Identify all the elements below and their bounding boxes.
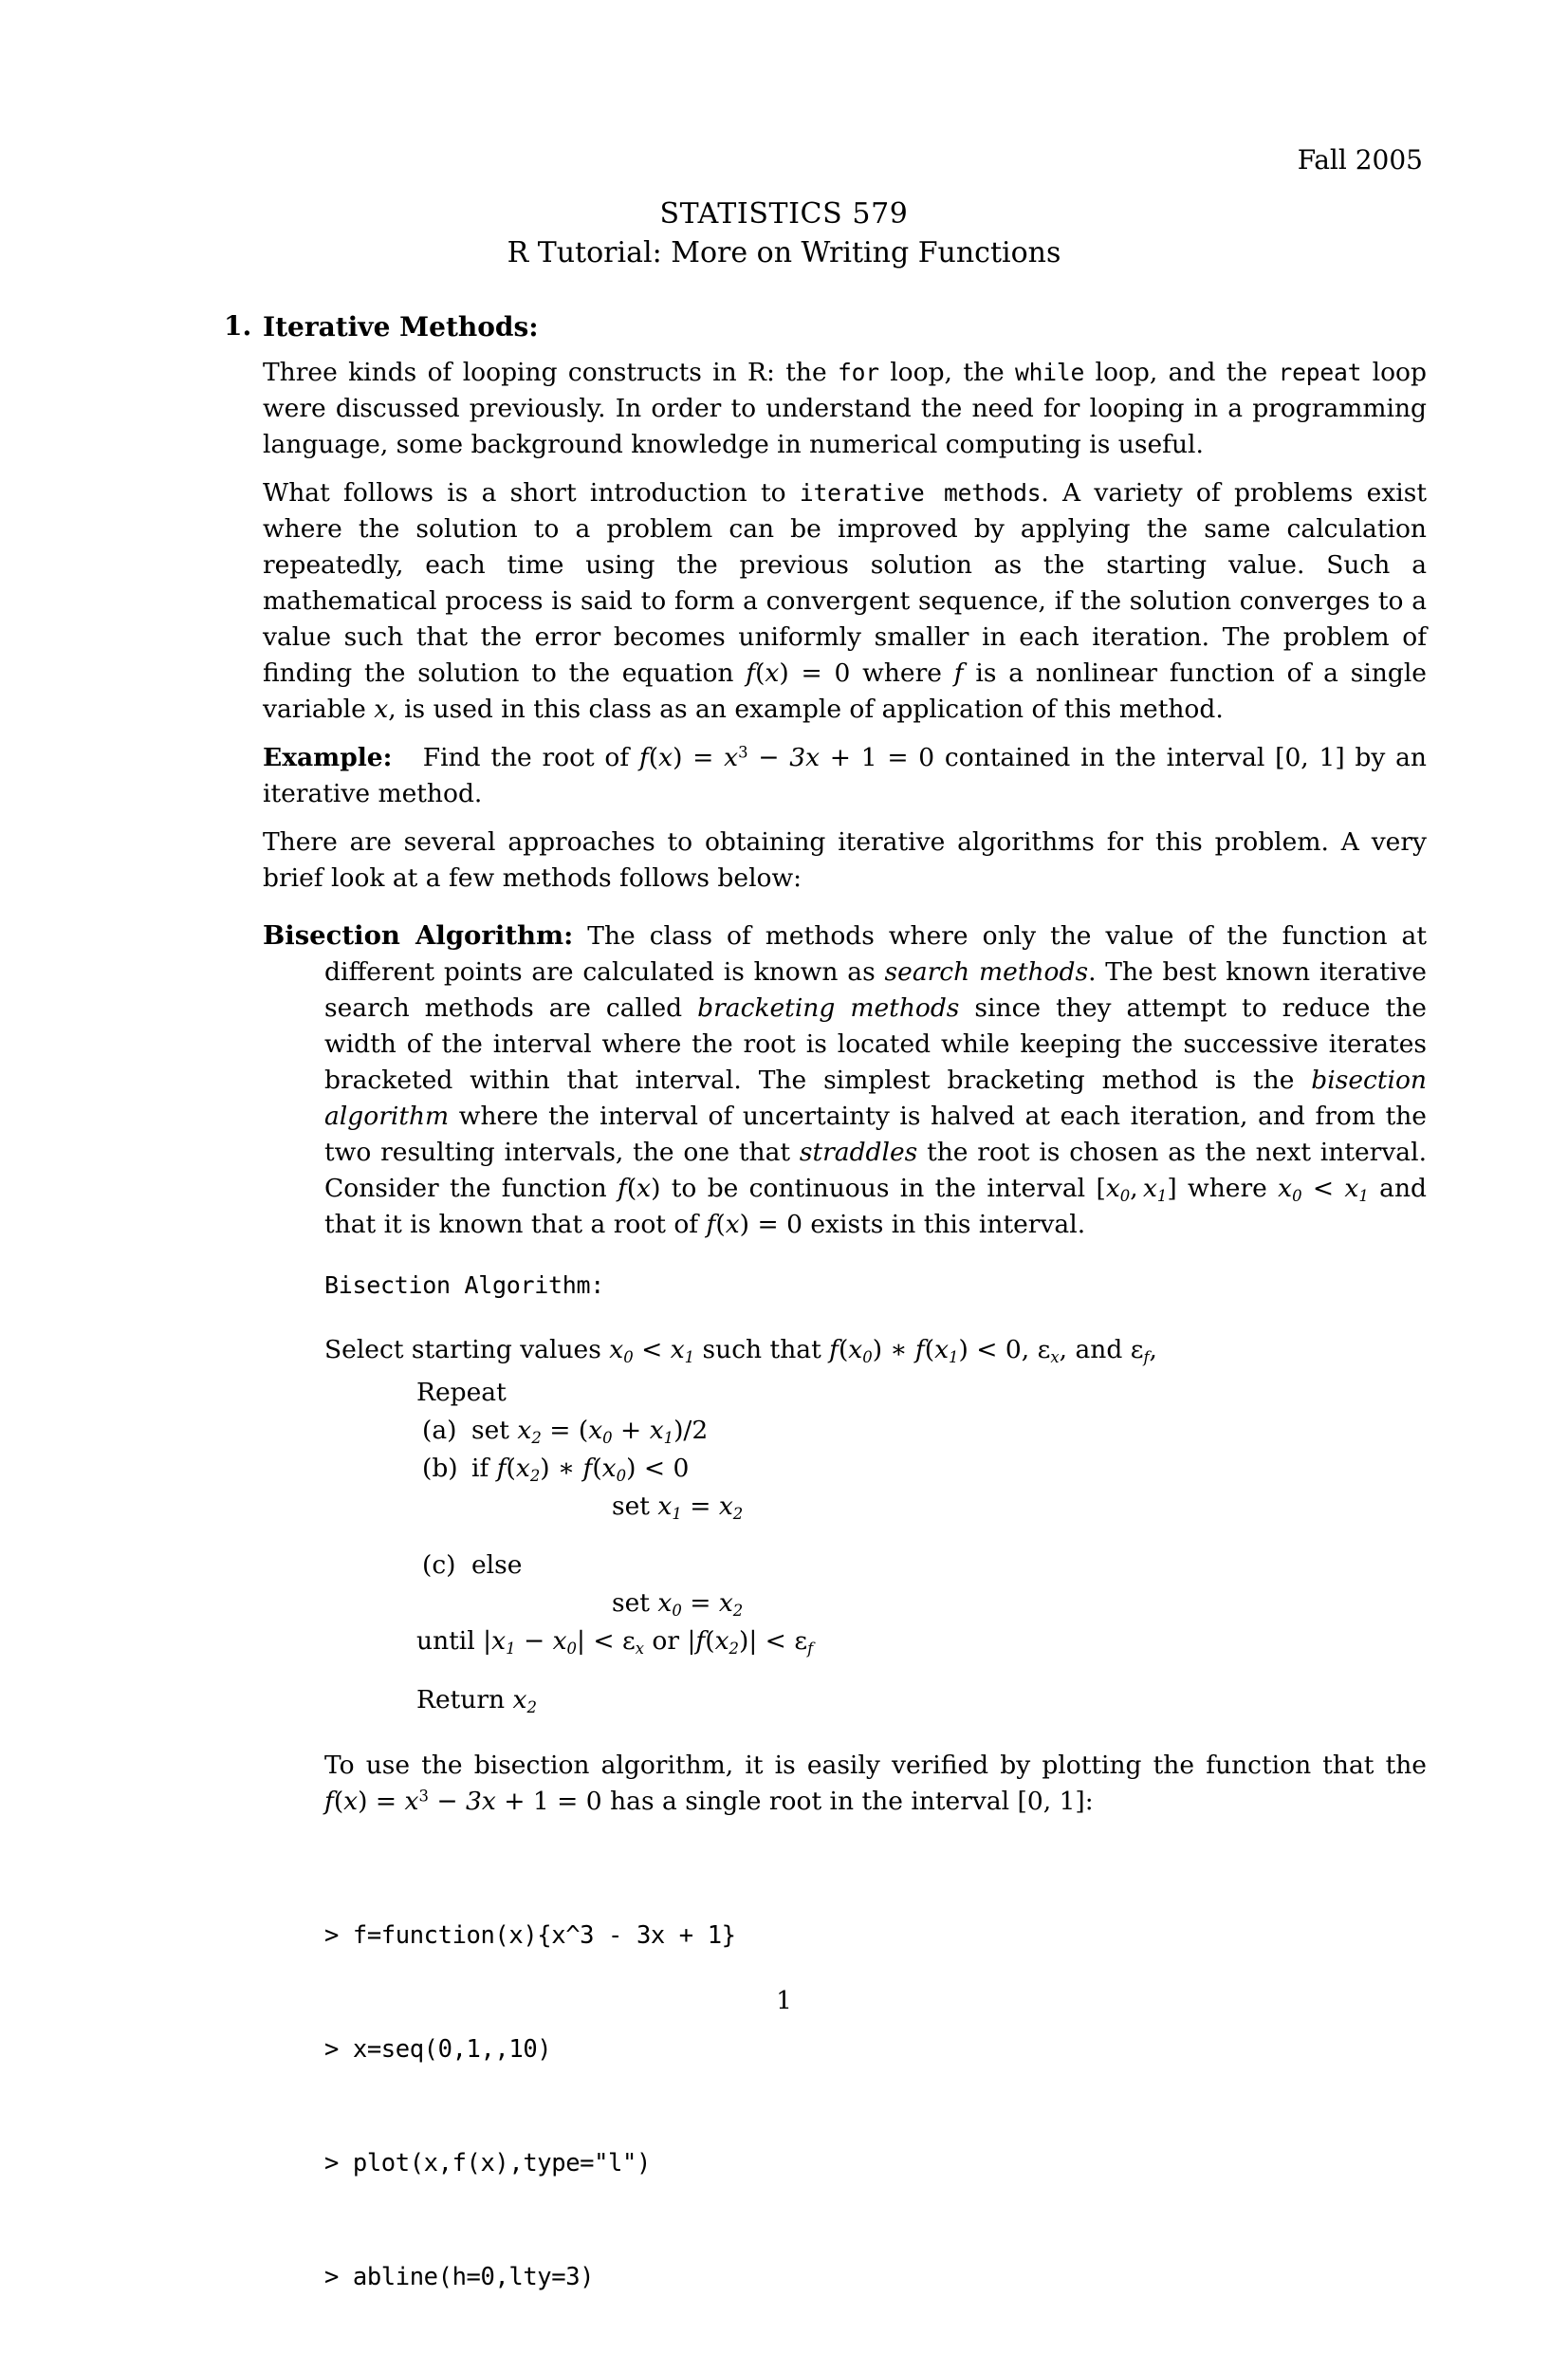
example-text-a: Find the root of	[422, 743, 639, 772]
symbol-epsilon-x: $\varepsilon_x$	[1037, 1335, 1060, 1366]
assign-x1-equals-x2: $x_1 = x_2$	[657, 1492, 744, 1523]
dateline: Fall 2005	[1297, 144, 1423, 176]
example-text-c: by an iterative method.	[263, 743, 1427, 808]
term-bisection-algorithm: bisection algorithm	[324, 1066, 1427, 1131]
closing-text-b: has a single root in the interval	[601, 1787, 1018, 1816]
assign-x0-equals-x2: $x_0 = x_2$	[657, 1588, 744, 1620]
until-or: or	[644, 1626, 688, 1656]
paragraph-approaches	[263, 825, 1427, 897]
p2-text-b: . A variety of problems exist where the solution to a problem can be improved by applying the same calculation repeatedly, each time using the previous solution as the starting value. Such a mathematical process is said to form a convergent sequence, if the solution converges to a value such that the error becomes uniformly smaller in each iteration. The problem of finding the solution to the equation	[263, 478, 1427, 688]
symbol-x: x	[374, 695, 389, 724]
code-line: > plot(x,f(x),type="l")	[324, 2149, 651, 2177]
algorithm-title: Bisection Algorithm:	[324, 1271, 605, 1299]
section-1	[224, 308, 1427, 346]
r-code-block	[324, 1841, 1427, 2372]
p2-text-e: , is used in this class as an example of application of this method.	[388, 695, 1224, 724]
p1-text-a: Three kinds of looping constructs in R: the	[263, 358, 838, 387]
p2-text-a: What follows is a short introduction to	[263, 478, 800, 508]
symbol-f: f	[953, 658, 964, 688]
select-text-a: Select starting values	[324, 1335, 610, 1364]
step-b-text: if	[471, 1454, 497, 1483]
bisection-label: Bisection Algorithm:	[263, 920, 574, 951]
bisect-text-f: to be continuous in the interval	[660, 1174, 1097, 1203]
step-a-text: set	[471, 1416, 518, 1445]
select-text-c: ,	[1021, 1335, 1038, 1364]
course-title: STATISTICS 579	[659, 197, 909, 231]
document-body	[224, 308, 1427, 2372]
algorithm-set-x1	[612, 1488, 1427, 1526]
paragraph-looping-constructs	[263, 355, 1427, 463]
cond-f-tolerance: $|f(x_2)| < \varepsilon_f$	[687, 1626, 814, 1658]
term-search-methods: search methods	[884, 957, 1089, 987]
formula-f-of-x-equals-zero-2: f(x) = 0	[706, 1210, 802, 1239]
step-b-label: (b)	[422, 1454, 458, 1483]
cond-x0-lt-x1: $x_0 < x_1$	[609, 1335, 695, 1366]
symbol-f-of-x: f(x)	[618, 1174, 661, 1203]
step-c-text: else	[471, 1550, 523, 1580]
symbol-epsilon-f: $\varepsilon_f$	[1130, 1335, 1150, 1366]
formula-f-of-x-equals-zero: f(x) = 0	[746, 658, 851, 688]
algorithm-step-a	[422, 1412, 1427, 1450]
formula-sign-test: $f(x_2)$ ∗ $f(x_0) < 0$	[496, 1454, 690, 1485]
set-x0-text: set	[612, 1588, 658, 1618]
select-text-d: , and	[1059, 1335, 1131, 1364]
algorithm-steps	[422, 1412, 1427, 1622]
term-straddles: straddles	[799, 1138, 918, 1167]
closing-text-c: :	[1084, 1787, 1094, 1816]
formula-cubic-equation: $f(x) = x^3 - 3x + 1 = 0$	[638, 743, 935, 772]
formula-midpoint: $x_2 = (x_0 + x_1)/2$	[517, 1416, 709, 1447]
p1-text-b: loop, the	[878, 358, 1016, 387]
paragraph-closing	[324, 1748, 1427, 1820]
set-x1-text: set	[612, 1492, 658, 1521]
closing-text-a: To use the bisection algorithm, it is easily verified by plotting the function that the	[324, 1751, 1427, 1780]
algorithm-return	[416, 1681, 1427, 1719]
bisect-text-c: since they attempt to reduce the width of the interval where the root is located while keeping the successive iterates bracketed within that interval. The simplest bracketing method is the	[324, 993, 1427, 1095]
code-line: > x=seq(0,1,,10)	[324, 2035, 552, 2064]
section-number: 1.	[224, 310, 252, 342]
p2-text-d: is a nonlinear function of a single variable	[263, 658, 1427, 724]
select-text-e: ,	[1149, 1335, 1157, 1364]
paragraph-example	[263, 740, 1427, 812]
algorithm-select-line	[324, 1332, 1427, 1368]
section-heading: Iterative Methods:	[263, 311, 539, 343]
algorithm-repeat: Repeat	[416, 1378, 507, 1407]
term-bracketing-methods: bracketing methods	[697, 993, 960, 1023]
title-block	[0, 195, 1568, 273]
bisect-text-g: where	[1176, 1174, 1279, 1203]
step-a-label: (a)	[422, 1416, 457, 1445]
return-value-x2: $x_2$	[512, 1685, 537, 1716]
inequality-x0-lt-x1: $x_0 < x_1$	[1278, 1174, 1369, 1205]
bisect-text-a: The class of methods where only the value of the function at different points are calculated is known as	[324, 921, 1427, 987]
p2-code-iterative-methods: iterative methods	[799, 479, 1042, 507]
p1-code-for: for	[837, 359, 879, 386]
code-line: > f=function(x){x^3 - 3x + 1}	[324, 1921, 736, 1950]
document-subtitle: R Tutorial: More on Writing Functions	[507, 236, 1061, 269]
example-label: Example:	[263, 743, 393, 772]
algorithm-step-c	[422, 1547, 1427, 1584]
closing-interval: [0, 1]	[1017, 1787, 1085, 1816]
algorithm-until	[416, 1622, 1427, 1660]
select-text-b: such that	[694, 1335, 830, 1364]
bisect-text-i: exists in this interval.	[802, 1210, 1086, 1239]
paragraph-bisection-algorithm	[263, 917, 1427, 1243]
until-text: until	[416, 1626, 484, 1656]
algorithm-body	[416, 1374, 1427, 1719]
p1-text-c: loop, and the	[1084, 358, 1279, 387]
example-text-b: contained in the interval	[934, 743, 1276, 772]
p1-code-while: while	[1015, 359, 1085, 386]
paragraph-iterative-methods	[263, 475, 1427, 728]
return-text: Return	[416, 1685, 513, 1714]
cond-product-negative: $f(x_0)$ ∗ $f(x_1) < 0$	[829, 1335, 1022, 1366]
page-number: 1	[776, 1987, 792, 2015]
p2-text-c: where	[850, 658, 954, 688]
p1-text-d: loop were discussed previously. In order to understand the need for looping in a programming language, some background knowledge in numerical computing is useful.	[263, 358, 1427, 459]
algorithm-block	[324, 1268, 1427, 1719]
interval-x0-x1: [$x_0$, $x_1$]	[1096, 1174, 1177, 1205]
algorithm-set-x0	[612, 1584, 1427, 1622]
bisect-text-d: where the interval of uncertainty is halved at each iteration, and from the two resulting intervals, the one that	[324, 1102, 1427, 1167]
algorithm-step-b	[422, 1450, 1427, 1488]
bisect-text-e: the root is chosen as the next interval. Consider the function	[324, 1138, 1427, 1203]
formula-cubic-equation-2: $f(x) = x^3 - 3x + 1 = 0$	[324, 1787, 602, 1816]
bisect-text-b: . The best known iterative search methods are called	[324, 957, 1427, 1023]
cond-x-tolerance: $|x_1 - x_0| < \varepsilon_x$	[483, 1626, 644, 1658]
step-c-label: (c)	[422, 1550, 456, 1580]
p3-text: There are several approaches to obtaining iterative algorithms for this problem. A very brief look at a few methods follows below:	[263, 827, 1427, 893]
example-interval: [0, 1]	[1275, 743, 1345, 772]
p1-code-repeat: repeat	[1278, 359, 1362, 386]
bisect-text-h: and that it is known that a root of	[324, 1174, 1427, 1239]
code-line: > abline(h=0,lty=3)	[324, 2263, 595, 2291]
